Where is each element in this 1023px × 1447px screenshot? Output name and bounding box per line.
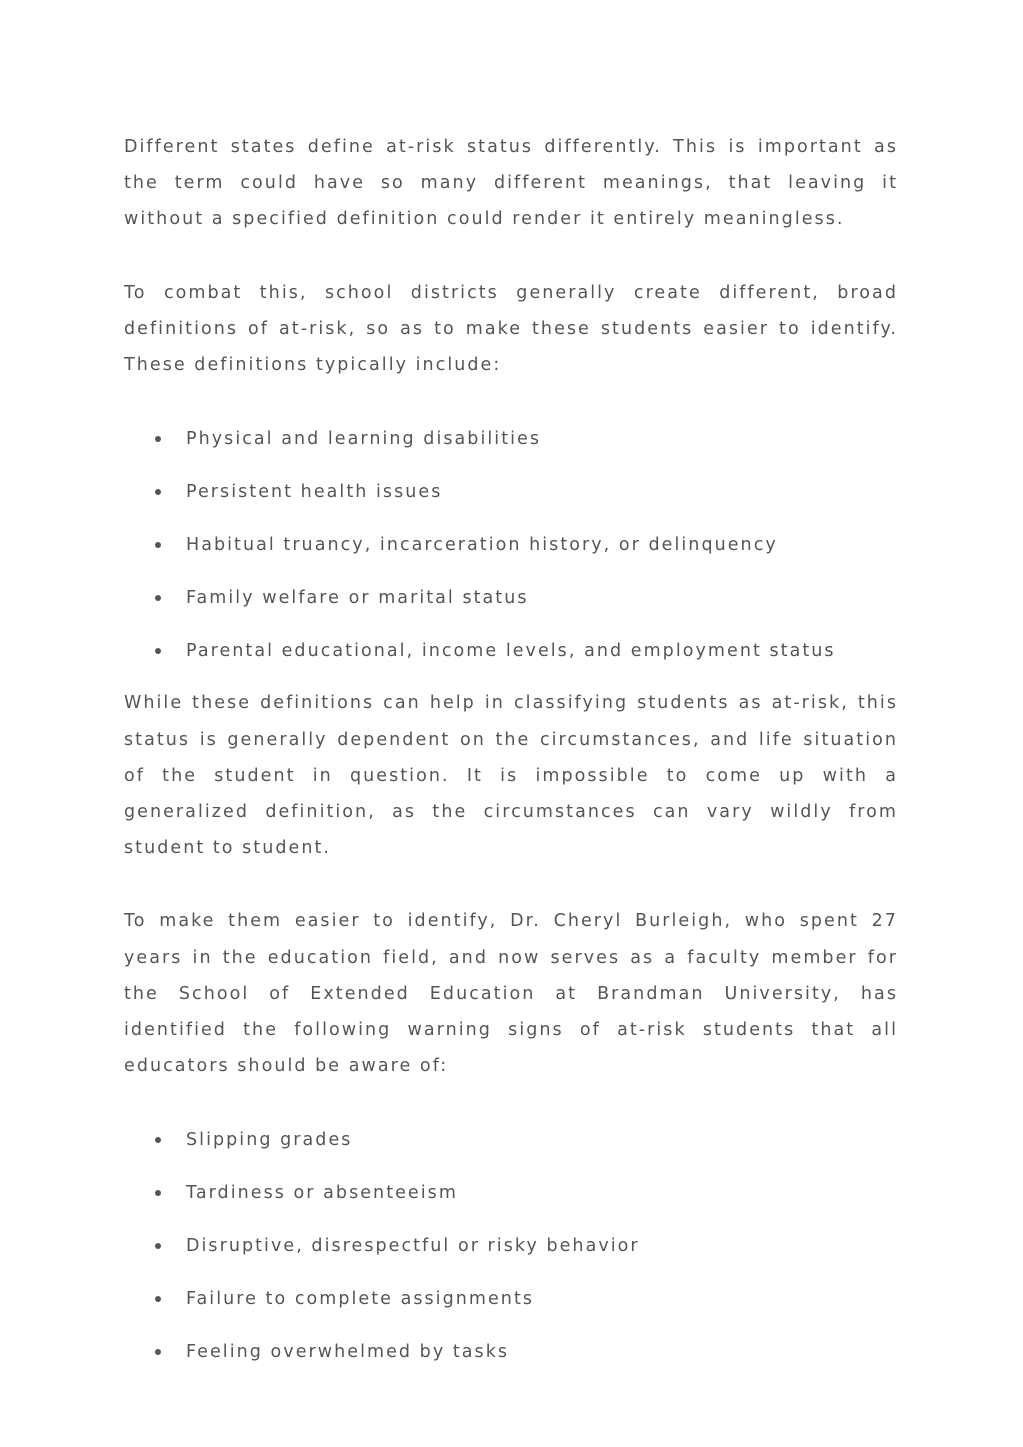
- paragraph-school-district-definitions: To combat this, school districts generally create different, broad definitions of at-risk, so as to make these students easier to identify. These definitions typically include:: [124, 282, 898, 376]
- list-item: [124, 1281, 898, 1317]
- list-item: [124, 1334, 898, 1370]
- bullet-icon: [155, 1349, 161, 1355]
- list-item-text: Parental educational, income levels, and employment status: [186, 641, 836, 662]
- bullet-icon: [155, 648, 161, 654]
- list-item-text: Disruptive, disrespectful or risky behavior: [186, 1236, 640, 1257]
- list-item: [124, 527, 898, 563]
- bullet-icon: [155, 1296, 161, 1302]
- list-item-text: Physical and learning disabilities: [186, 429, 542, 450]
- list-item: [124, 1228, 898, 1264]
- bullet-icon: [155, 436, 161, 442]
- list-item-text: Feeling overwhelmed by tasks: [186, 1342, 510, 1363]
- list-item: [124, 633, 898, 669]
- list-item-text: Family welfare or marital status: [186, 588, 529, 609]
- paragraph-circumstances: While these definitions can help in classifying students as at-risk, this status is generally dependent on the circumstances, and life situation of the student in question. It is impossible to come up with a generalized definition, as the circumstances can vary wildly from student to student.: [124, 693, 898, 859]
- warning-signs-list: [124, 1122, 898, 1370]
- list-item: [124, 580, 898, 616]
- list-item-text: Habitual truancy, incarceration history, or delinquency: [186, 535, 778, 556]
- bullet-icon: [155, 542, 161, 548]
- bullet-icon: [155, 489, 161, 495]
- bullet-icon: [155, 595, 161, 601]
- paragraph-warning-signs-intro: To make them easier to identify, Dr. Cheryl Burleigh, who spent 27 years in the education field, and now serves as a faculty member for the School of Extended Education at Brandman University, has identified the following warning signs of at-risk students that all educators should be aware of:: [124, 911, 898, 1077]
- bullet-icon: [155, 1243, 161, 1249]
- list-item-text: Failure to complete assignments: [186, 1289, 535, 1310]
- list-item: [124, 474, 898, 510]
- list-item: [124, 421, 898, 457]
- list-item: [124, 1122, 898, 1158]
- paragraph-at-risk-definitions: Different states define at-risk status differently. This is important as the term could have so many different meanings, that leaving it without a specified definition could render it entirely meaningless.: [124, 137, 898, 230]
- bullet-icon: [155, 1190, 161, 1196]
- document-body: [124, 129, 898, 1387]
- bullet-icon: [155, 1137, 161, 1143]
- definitions-list: [124, 421, 898, 669]
- list-item-text: Slipping grades: [186, 1130, 353, 1151]
- list-item: [124, 1175, 898, 1211]
- list-item-text: Persistent health issues: [186, 482, 443, 503]
- list-item-text: Tardiness or absenteeism: [186, 1183, 458, 1204]
